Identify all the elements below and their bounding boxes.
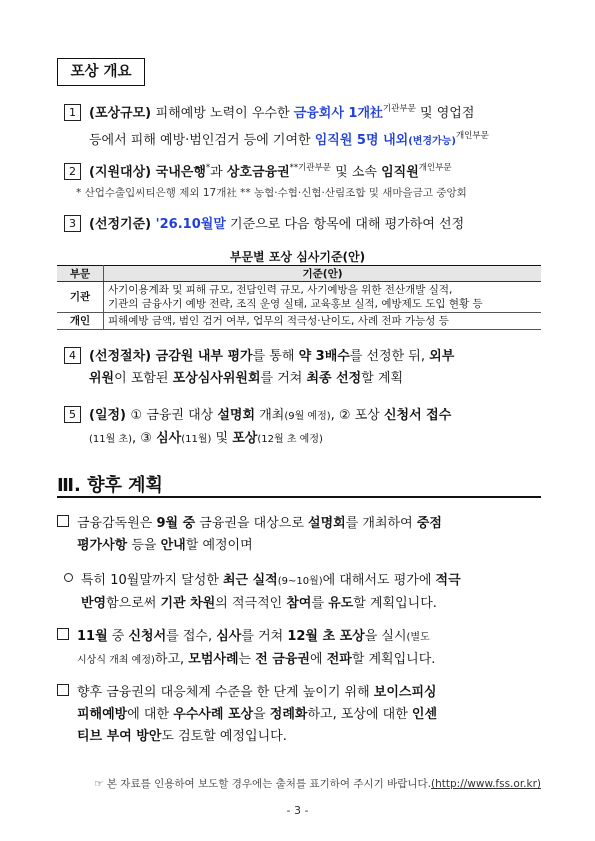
- table-row: [57, 313, 541, 330]
- plan-paragraph-3: [57, 626, 541, 672]
- text-segment: 할 계획입니다.: [353, 596, 437, 611]
- text-segment: 중점: [416, 516, 442, 531]
- text-segment: 12월 초 포상: [287, 629, 365, 644]
- text-segment: (포상규모): [89, 106, 156, 121]
- text-segment: (일정): [89, 408, 131, 423]
- text-segment: 임직원 5명 내외: [314, 133, 409, 148]
- text-line: [57, 626, 541, 649]
- square-bullet-icon: [57, 684, 69, 696]
- text-line: [64, 593, 541, 615]
- text-segment: 설명회: [217, 408, 256, 423]
- text-segment: 는: [238, 652, 256, 667]
- text-segment: 심사: [216, 629, 242, 644]
- item-2: [64, 157, 544, 184]
- text-line: [64, 157, 544, 184]
- text-segment: 금융감독원은: [77, 516, 157, 531]
- text-segment: 등에서 피해 예방·범인검거 등에 기여한: [89, 133, 315, 148]
- text-segment: (지원대상): [89, 165, 156, 180]
- text-segment: 포상: [232, 431, 258, 446]
- section-box-title: 포상 개요: [57, 58, 145, 86]
- text-segment: 전 금융권: [255, 652, 310, 667]
- text-line: [64, 125, 544, 153]
- text-segment: 에 대한: [127, 707, 174, 722]
- table-row: [57, 282, 541, 313]
- text-segment: 과: [210, 165, 227, 180]
- text-segment: 를 거쳐: [241, 629, 288, 644]
- text-line: [64, 214, 544, 236]
- text-segment: 피해예방: [77, 707, 128, 722]
- plan-paragraph-1: [57, 513, 541, 557]
- text-segment: 할 계획: [361, 371, 404, 386]
- text-segment: 할 예정이며: [185, 538, 253, 553]
- text-segment: 중: [107, 629, 129, 644]
- footnote: * 산업수출입씨티은행 제외 17개社 ** 농협·수협·신협·산림조합 및 새마을금고 중앙회: [76, 187, 467, 199]
- text-segment: 우수사례 포상: [173, 707, 254, 722]
- item-number-box: 2: [64, 163, 81, 180]
- text-line: [57, 704, 541, 726]
- criteria-table: [57, 265, 541, 330]
- item-5: [64, 405, 544, 451]
- footer-text: 본 자료를 인용하여 보도할 경우에는 출처를 표기하여 주시기 바랍니다.: [106, 778, 432, 790]
- text-segment: (선정절차) 금감원 내부 평가: [89, 349, 253, 364]
- text-segment: 신청서: [128, 629, 167, 644]
- plan-paragraph-4: [57, 682, 541, 748]
- text-segment: (9월 예정): [284, 411, 331, 422]
- item-number-box: 5: [64, 406, 81, 423]
- text-segment: 등을: [127, 538, 161, 553]
- text-segment: 안내: [160, 538, 186, 553]
- text-line: [57, 513, 541, 535]
- text-segment: 참여: [286, 596, 312, 611]
- text-segment: , ② 포상: [330, 408, 384, 423]
- text-segment: 금융회사 1개社: [293, 106, 384, 121]
- text-segment: 최종 선정: [306, 371, 362, 386]
- text-segment: 평가사항: [77, 538, 128, 553]
- item-number-box: 1: [64, 104, 81, 121]
- text-line: [64, 428, 544, 451]
- text-segment: 에: [309, 652, 327, 667]
- text-segment: 임직원: [381, 165, 419, 180]
- text-segment: 설명회: [308, 516, 346, 531]
- text-segment: (12월 초 예정): [257, 434, 323, 445]
- text-line: [64, 368, 544, 390]
- text-segment: 전파: [326, 652, 352, 667]
- page-number: - 3 -: [286, 804, 309, 817]
- text-segment: 및 소속: [331, 165, 382, 180]
- text-segment: 11월: [77, 629, 108, 644]
- square-bullet-icon: [57, 628, 69, 640]
- text-segment: 향후 금융권의 대응체계 수준을 한 단계 높이기 위해: [77, 685, 374, 700]
- text-segment: 금융권을 대상으로: [195, 516, 309, 531]
- text-segment: 티브 부여 방안: [77, 729, 162, 744]
- text-segment: 적극: [435, 573, 461, 588]
- pointing-hand-icon: ☞: [94, 778, 107, 790]
- item-number-box: 3: [64, 215, 81, 232]
- text-segment: 함으로써: [106, 596, 161, 611]
- text-segment: 를 통해: [252, 349, 299, 364]
- square-bullet-icon: [57, 515, 69, 527]
- circle-bullet-icon: [64, 573, 73, 582]
- text-line: [64, 346, 544, 368]
- text-segment: 모범사례: [188, 652, 239, 667]
- text-segment: , ③: [132, 431, 157, 446]
- item-number-box: 4: [64, 347, 81, 364]
- text-segment: 보이스피싱: [373, 685, 437, 700]
- text-segment: 개인부문: [418, 163, 452, 173]
- row-criteria: [104, 282, 542, 313]
- text-segment: 위원: [89, 371, 115, 386]
- text-segment: 를: [311, 596, 329, 611]
- text-segment: 심사: [156, 431, 182, 446]
- text-segment: *: [205, 163, 211, 173]
- text-line: [64, 570, 541, 593]
- item-1: [64, 98, 544, 153]
- footer-notice: [57, 776, 541, 791]
- text-segment: 개인부문: [455, 131, 489, 141]
- text-segment: 를 개최하여: [345, 516, 417, 531]
- text-line: [57, 682, 541, 704]
- text-line: [64, 98, 544, 125]
- text-line: [57, 535, 541, 557]
- text-segment: 를 접수,: [166, 629, 217, 644]
- criteria-line: 기관의 금융사기 예방 전략, 조직 운영 실태, 교육홍보 실적, 예방제도 도입 현황 등: [108, 298, 483, 310]
- text-segment: 포상심사위원회: [172, 371, 261, 386]
- text-segment: **기관부문: [289, 163, 331, 173]
- text-segment: 피해예방 노력이 우수한: [155, 106, 294, 121]
- text-segment: (선정기준): [89, 217, 156, 232]
- table-header-criteria: 기준(안): [104, 266, 542, 282]
- text-segment: 유도: [328, 596, 354, 611]
- text-segment: 이 포함된: [114, 371, 173, 386]
- text-segment: 를 선정한 뒤,: [349, 349, 430, 364]
- text-segment: 도 검토할 예정입니다.: [161, 729, 287, 744]
- text-line: [64, 405, 544, 428]
- text-segment: 외부: [429, 349, 455, 364]
- text-segment: 기관부문: [383, 104, 416, 114]
- text-segment: 최근 실적: [222, 573, 278, 588]
- footer-url[interactable]: (http://www.fss.or.kr): [431, 778, 541, 790]
- text-segment: 특히 10월말까지 달성한: [81, 573, 223, 588]
- text-segment: 국내은행: [155, 165, 206, 180]
- table-header-category: 부문: [57, 266, 104, 282]
- text-segment: (11월): [181, 434, 212, 445]
- text-segment: 기관 차원: [160, 596, 216, 611]
- text-segment: 을 실시: [364, 629, 407, 644]
- item-4: [64, 346, 544, 390]
- text-segment: (변경가능): [408, 136, 456, 147]
- text-line: [57, 649, 541, 672]
- row-criteria: [104, 313, 542, 330]
- table-title: 부문별 포상 심사기준(안): [229, 250, 366, 264]
- text-segment: ① 금융권 대상: [130, 408, 218, 423]
- text-segment: 9월 중: [156, 516, 196, 531]
- text-segment: 에 대해서도 평가에: [322, 573, 436, 588]
- text-segment: 의 적극적인: [215, 596, 287, 611]
- text-segment: 정례화: [269, 707, 308, 722]
- text-segment: 하고,: [154, 652, 189, 667]
- text-segment: 신청서 접수: [383, 408, 452, 423]
- row-category: 개인: [57, 313, 104, 330]
- text-segment: (9~10월): [277, 576, 323, 587]
- text-segment: (별도: [406, 632, 430, 643]
- text-segment: 기준으로 다음 항목에 대해 평가하여 선정: [225, 217, 465, 232]
- section-heading: Ⅲ. 향후 계획: [57, 475, 163, 496]
- text-segment: (11월 초): [89, 434, 133, 445]
- text-line: [57, 726, 541, 748]
- text-segment: 약 3배수: [298, 349, 350, 364]
- text-segment: 개최: [255, 408, 285, 423]
- text-segment: 인센: [411, 707, 438, 722]
- text-segment: 반영: [81, 596, 107, 611]
- row-category: 기관: [57, 282, 104, 313]
- text-segment: 를 거쳐: [260, 371, 307, 386]
- text-segment: 할 계획입니다.: [351, 652, 436, 667]
- section-divider: [57, 496, 541, 498]
- text-segment: 을: [253, 707, 270, 722]
- criteria-line: 사기이용계좌 및 피해 규모, 전담인력 규모, 사기예방을 위한 전산개발 실적,: [108, 284, 453, 296]
- criteria-line: 피해예방 금액, 범인 검거 여부, 업무의 적극성·난이도, 사례 전파 가능성 등: [108, 315, 449, 327]
- text-segment: 및 영업점: [415, 106, 475, 121]
- item-3: [64, 214, 544, 236]
- text-segment: '26.10월말: [155, 217, 226, 232]
- text-segment: 및: [211, 431, 233, 446]
- text-segment: 시상식 개최 예정): [77, 655, 155, 666]
- text-segment: 하고, 포상에 대한: [307, 707, 412, 722]
- text-segment: 상호금융권: [226, 165, 290, 180]
- plan-paragraph-2: [64, 570, 541, 615]
